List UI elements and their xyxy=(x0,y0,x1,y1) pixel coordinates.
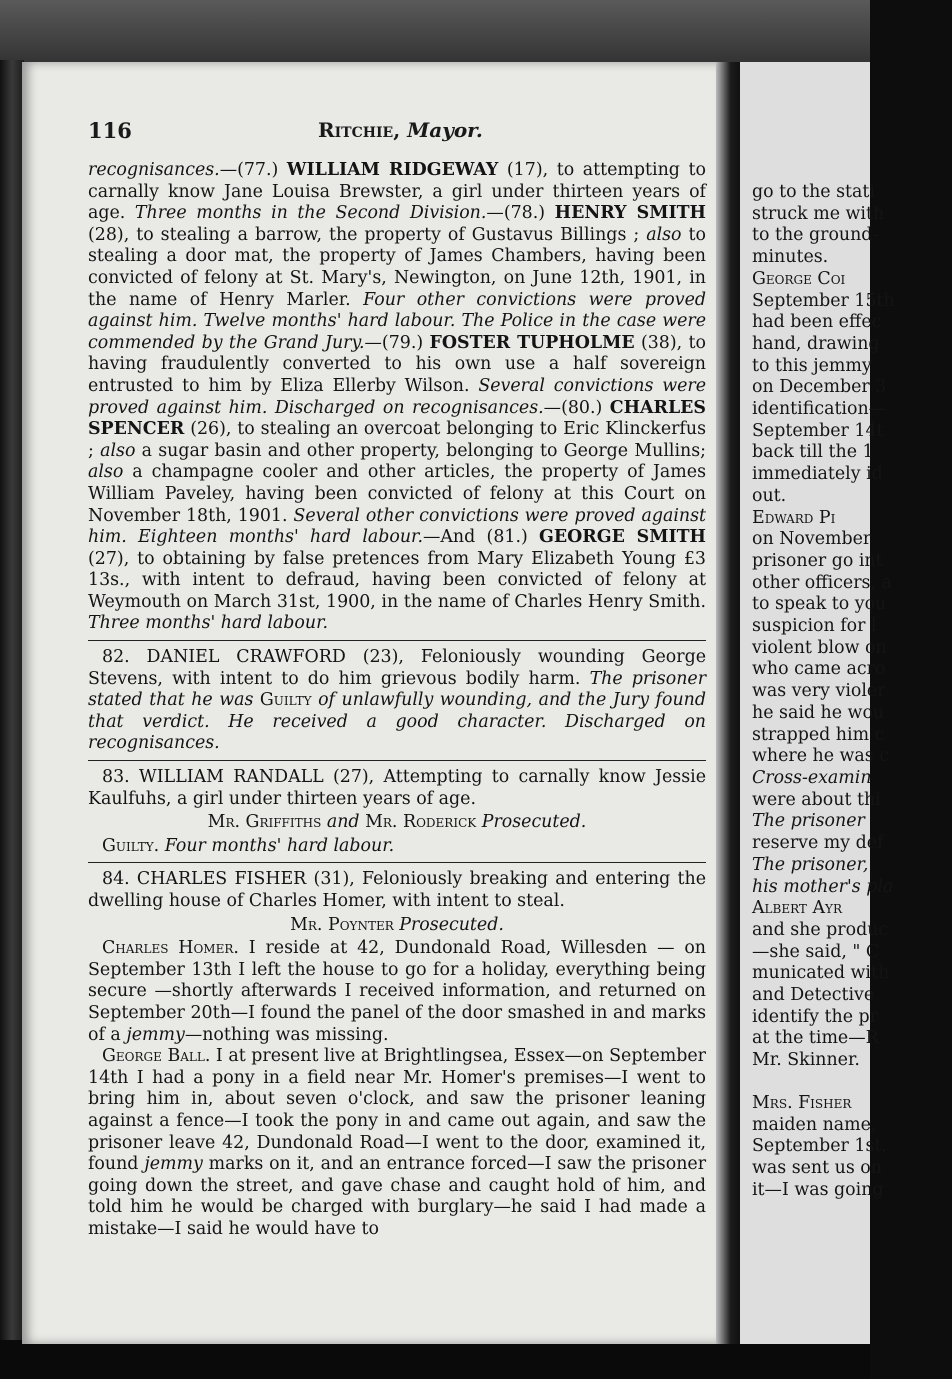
line-gap xyxy=(752,1072,952,1093)
right-page-line: to speak to you xyxy=(752,594,887,615)
text-run: (28), to stealing a barrow, the property of Gustavus Billings ; xyxy=(88,224,647,245)
right-page-line: Mrs. Fisher xyxy=(752,1092,852,1113)
text-run: WILLIAM RIDGEWAY xyxy=(286,160,499,180)
case-82 xyxy=(88,647,706,755)
case-83-verdict xyxy=(88,836,706,858)
cases-77-81 xyxy=(88,160,706,635)
text-run: —(77.) xyxy=(219,160,287,180)
right-page-line: who came acro xyxy=(752,659,886,680)
right-page-line: The prisoner, xyxy=(752,854,869,875)
text-run: recognisances. xyxy=(88,160,220,180)
case-84 xyxy=(88,869,706,912)
right-page-line: reserve my def xyxy=(752,833,884,854)
text-run: —And (81.) xyxy=(422,527,540,548)
right-page-line: identify the pr xyxy=(752,1006,878,1027)
right-page-line: immediately id xyxy=(752,464,883,485)
right-page-line: George Coi xyxy=(752,268,846,289)
left-text-column xyxy=(88,160,706,1241)
left-page xyxy=(22,62,718,1344)
page-number: 116 xyxy=(88,118,132,143)
text-run: Several other convictions were proved against him. Eighteen months' hard labour. xyxy=(88,505,706,548)
text-run: also xyxy=(646,224,682,245)
right-page-line: Mr. Skinner. xyxy=(752,1050,860,1071)
right-page-line: September 15th xyxy=(752,290,895,311)
text-run: also xyxy=(88,462,124,483)
text-run: also xyxy=(100,440,136,461)
text-run: (38), to having fraudulently converted to his own use a half sovereign entrusted to him by Eliza Ellerby Wilson. xyxy=(88,332,706,396)
right-page-line: struck me with xyxy=(752,203,885,224)
text-run: FOSTER TUPHOLME xyxy=(429,332,635,353)
text-run: marks on it, and an entrance forced—I saw the prisoner going down the street, and gave chase and caught hold of him, and told him he would be charged with burglary—he said I had made a mistake—I said he would have to xyxy=(88,1154,707,1239)
right-page-line: Cross-examin xyxy=(752,767,872,788)
right-page-line: identification— xyxy=(752,399,887,420)
right-page-line: to the ground- xyxy=(752,225,879,246)
text-run: (27), to obtaining by false pretences from Mary Elizabeth Young £3 13s., with intent to defraud, having been convicted of felony at Weymouth on March 31st, 1900, in the name of Charles Henry Smith. xyxy=(88,548,706,612)
text-run: Three months in the Second Division. xyxy=(134,203,487,224)
text-run: to stealing a door mat, the property of James Chambers, having been convicted of felony at St. Mary's, Newington, on June 12th, 1901, in the name of Henry Marler. xyxy=(88,224,706,310)
right-text-column xyxy=(752,182,952,1201)
right-page-line: Edward Pi xyxy=(752,507,836,528)
text-run: I at present live at Brightlingsea, Essex—on September 14th I had a pony in a field near Mr. Homer's premises—I went to bring him in, about seven o'clock, and saw the prisoner leaning against a fence—I took the pony in and came out again, and saw the prisoner leave 42, Dundonald Road—I went to the door, examined it, found xyxy=(88,1046,706,1175)
right-page-line: it—I was going xyxy=(752,1179,884,1200)
right-page-line: his mother's pla xyxy=(752,876,894,897)
right-page-line: back till the 1 xyxy=(752,442,874,463)
text-run: jemmy xyxy=(126,1024,185,1045)
text-run: Three months' hard labour. xyxy=(88,613,329,634)
text-run: 82. DANIEL CRAWFORD (23), Feloniously wounding George Stevens, with intent to do him grievous bodily harm. xyxy=(88,647,706,689)
right-page-line: on November xyxy=(752,529,872,550)
right-page-line: had been effec xyxy=(752,312,882,333)
right-page-line: and Detective xyxy=(752,985,875,1006)
text-run: 83. WILLIAM RANDALL (27), Attempting to carnally know Jessie Kaulfuhs, a girl under thirteen years of age. xyxy=(88,767,706,809)
testimony-charles-homer xyxy=(88,938,706,1046)
right-page-line: go to the stati xyxy=(752,182,875,202)
text-run: I reside at 42, Dundonald Road, Willesden — on September 13th I left the house to go for a holiday, everything being secure —shortly afterwards I received information, and returned on September 20th—I found the panel of the door smashed in and marks of a xyxy=(88,938,706,1045)
right-page-line: on December 3 xyxy=(752,377,887,398)
right-page-line: suspicion for l xyxy=(752,616,877,637)
right-page-line: other officers, a xyxy=(752,572,892,593)
right-page-line: The prisoner xyxy=(752,811,865,832)
case-83 xyxy=(88,767,706,810)
text-run: a sugar basin and other property, belonging to George Mullins; xyxy=(135,440,706,461)
text-run: GEORGE SMITH xyxy=(539,527,706,548)
text-run: Four months' hard labour. xyxy=(164,835,395,856)
text-run: CHARLES SPENCER xyxy=(88,397,706,440)
text-run: —nothing was missing. xyxy=(184,1024,389,1045)
right-page-line: at the time—R xyxy=(752,1028,879,1049)
text-run: (26), to stealing an overcoat belonging to Eric Klinckerfus ; xyxy=(88,419,706,461)
running-head-name: Ritchie xyxy=(318,118,394,142)
right-page-line: maiden name, xyxy=(752,1114,877,1135)
right-page-line: and she produc xyxy=(752,919,889,940)
text-run: Prosecuted. xyxy=(476,812,587,833)
book-spine-left xyxy=(0,60,24,1350)
text-run: Mr. Poynter xyxy=(290,914,394,935)
page-header xyxy=(88,118,688,148)
text-run: Guilty xyxy=(259,690,312,711)
case-84-prosecution xyxy=(88,915,706,937)
section-rule xyxy=(88,760,706,761)
text-run: —(79.) xyxy=(364,332,430,353)
right-page-line: hand, drawing xyxy=(752,333,880,354)
section-rule xyxy=(88,640,706,641)
text-run: and xyxy=(321,812,366,833)
text-run: Prosecuted. xyxy=(393,914,504,935)
right-page-line: were about thi xyxy=(752,789,881,810)
scan-bottom-margin xyxy=(0,1340,870,1379)
right-page-line: prisoner go int xyxy=(752,550,883,571)
text-run: —(78.) xyxy=(486,203,555,224)
text-run: 84. CHARLES FISHER (31), Feloniously breaking and entering the dwelling house of Charles Homer, with intent to steal. xyxy=(88,869,706,911)
text-run: a champagne cooler and other articles, the property of James William Paveley, having been convicted of felony at this Court on November 18th, 1901. xyxy=(88,462,706,526)
text-run: Guilty. xyxy=(102,835,160,856)
book-gutter xyxy=(716,62,740,1344)
text-run: Charles Homer. xyxy=(102,938,239,959)
text-run: Mr. Roderick xyxy=(365,812,477,833)
text-run: The prisoner stated that he was xyxy=(88,668,707,711)
text-run: Four other convictions were proved against him. Twelve months' hard labour. The Police in the case were commended by the Grand Jury. xyxy=(88,289,706,353)
right-page-line: where he was c xyxy=(752,746,889,767)
text-run: HENRY SMITH xyxy=(554,203,706,224)
right-page-line: strapped him c xyxy=(752,724,885,745)
text-run: Mr. Griffiths xyxy=(207,812,322,833)
right-page-line: he said he wou xyxy=(752,702,885,723)
right-page-line: —she said, " C xyxy=(752,941,880,962)
running-head: Ritchie, Mayor. xyxy=(318,118,483,142)
text-run: jemmy xyxy=(144,1154,203,1175)
text-run: George Ball. xyxy=(102,1046,211,1067)
right-page-line: September 14t xyxy=(752,420,884,441)
testimony-george-ball xyxy=(88,1046,706,1240)
text-run: of unlawfully wounding, and the Jury found that verdict. He received a good character. Discharged on recognisances. xyxy=(88,690,706,754)
right-page-fragment xyxy=(740,62,895,1344)
text-run: Several convictions were proved against him. Discharged on recognisances. xyxy=(88,375,706,418)
right-page-line: was sent us on xyxy=(752,1157,882,1178)
right-page-line: out. xyxy=(752,485,787,506)
running-head-title: Mayor. xyxy=(407,118,483,142)
right-page-line: minutes. xyxy=(752,247,829,268)
right-page-line: to this jemmy xyxy=(752,355,872,376)
right-page-line: was very violer xyxy=(752,681,886,702)
text-run: —(80.) xyxy=(543,397,610,418)
section-rule xyxy=(88,862,706,863)
right-page-line: September 1st, xyxy=(752,1136,887,1157)
case-83-prosecution xyxy=(88,812,706,834)
right-page-line: municated with xyxy=(752,963,890,984)
right-page-line: violent blow on xyxy=(752,637,887,658)
right-page-line: Albert Ayr xyxy=(752,898,842,919)
text-run: (17), to attempting to carnally know Jane Louisa Brewster, a girl under thirteen years of age. xyxy=(88,160,706,224)
